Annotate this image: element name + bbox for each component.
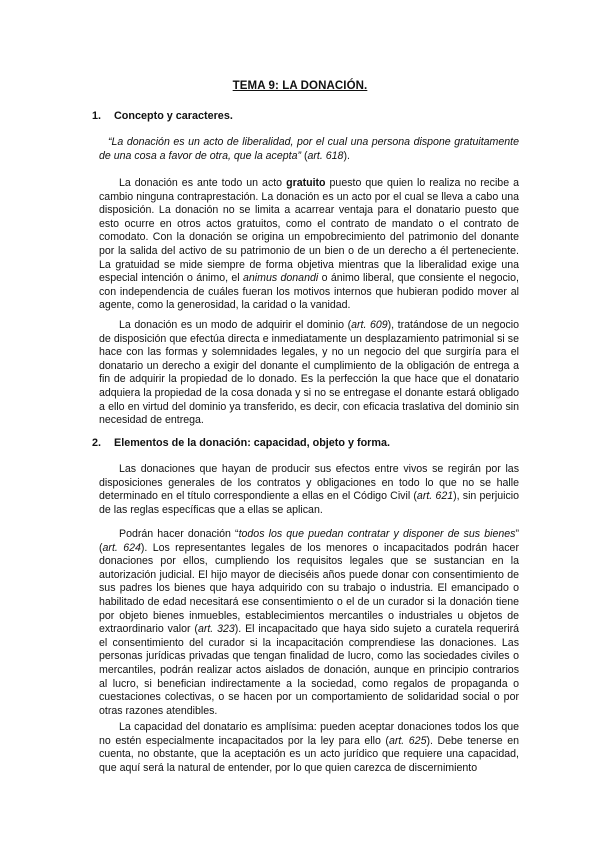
italic-term: animus donandi (243, 272, 319, 285)
paragraph-1 (99, 177, 519, 313)
paragraph-5 (99, 721, 519, 775)
text-run: Las donaciones que hayan de producir sus efectos entre vivos se regirán por las disposiciones generales de los contratos y obligaciones en todo lo que no se halle determinado en el título correspondiente a ellas en el Código Civil ( (99, 463, 519, 503)
text-run: puesto que quien lo realiza no recibe a cambio ninguna contraprestación. La donación es un acto por el cual se lleva a cabo una disposición. La donación no se limita a acarrear ventaja para el donatario puesto que esto ocurre en otros actos gratuitos, como el contrato de mandato o el contrato de comodato. Con la donación se origina un empobrecimiento del patrimonio del donante por la salida del activo de su patrimonio de un bien o de un derecho a él perteneciente. La gratuidad se mide siempre de forma objetiva mientras que la liberalidad exige una especial intención o ánimo, el (99, 177, 519, 285)
text-run: Podrán hacer donación “ (119, 528, 239, 540)
text-run: La capacidad del donatario es amplísima: pueden aceptar donaciones todos los que no estén especialmente incapacitados por la ley para ello ( (99, 721, 519, 747)
text-run: La donación es un modo de adquirir el dominio ( (119, 319, 352, 331)
text-run: ). El incapacitado que haya sido sujeto a curatela requerirá el consentimiento del curador si la incapacitación comprendiese las donaciones. Las personas jurídicas privadas que tengan finalidad de lucro, como las sociedades civiles o mercantiles, podrán realizar actos aislados de donación, aunque en principio contrarios al lucro, si benefician indirectamente a la sociedad, como regalos de propaganda o cuestaciones colectivas, o se hacen por un comportamiento de solidaridad social o por otras razones atendibles. (99, 623, 519, 717)
section-title: Concepto y caracteres. (114, 110, 233, 122)
document-title: TEMA 9: LA DONACIÓN. (232, 80, 368, 92)
definition-quote (99, 136, 519, 163)
section-number: 1. (92, 110, 102, 122)
text-run: ” ( (99, 528, 519, 554)
section-number: 2. (92, 437, 102, 449)
article-ref: art. 621 (416, 490, 454, 503)
paragraph-2 (99, 319, 519, 428)
text-run: ), sin perjuicio de las reglas específicas que a ellas se aplican. (99, 490, 519, 516)
article-ref: art. 609 (351, 319, 388, 331)
quote-text: “La donación es un acto de liberalidad, por el cual una persona dispone gratuitamente de una cosa a favor de otra, que la acepta” (99, 136, 519, 162)
paragraph-4 (99, 528, 519, 718)
quote-ref-open: ( (301, 149, 308, 162)
text-run: ), tratándose de un negocio de disposición que efectúa directa e inmediatamente un desplazamiento patrimonial si se hace con las formas y solemnidades legales, y no un negocio del que surgiría para el donatario un derecho a exigir del donante el cumplimiento de la obligación de entrega a fin de adquirir la propiedad de lo donado. Es la perfección la que hace que el donatario adquiera la propiedad de la cosa donada y si no se entregase el donante estará obligado a ello en virtud del dominio ya transferido, es decir, con eficacia traslativa del dominio sin necesidad de entrega. (99, 319, 520, 427)
bold-term: gratuito (286, 177, 326, 189)
article-ref: art. 625 (388, 734, 427, 747)
article-ref: art. 624 (102, 541, 141, 554)
section-heading-2 (92, 437, 390, 451)
paragraph-3 (99, 463, 519, 517)
section-heading-1 (92, 110, 233, 124)
quote-article-ref: art. 618 (307, 149, 344, 162)
text-run: La donación es ante todo un acto (119, 177, 287, 189)
italic-quote: todos los que puedan contratar y disponer de sus bienes (238, 528, 516, 540)
section-title: Elementos de la donación: capacidad, objeto y forma. (114, 437, 390, 449)
text-run: ). Los representantes legales de los menores o incapacitados podrán hacer donaciones por ellos, cumpliendo los requisitos legales que se sustancian en la autorización judicial. El hijo mayor de dieciséis años puede donar con consentimiento de sus padres los bienes que haya adquirido con su trabajo o industria. El emancipado o habilitado de edad necesitará ese consentimiento o el de un curador si la donación tiene por objeto bienes inmuebles, establecimientos mercantiles o industriales u objetos de extraordinario valor ( (99, 541, 519, 636)
text-run: ). Debe tenerse en cuenta, no obstante, que la aceptación es un acto jurídico que requiere una capacidad, que aquí será la natural de entender, por lo que quien carezca de discernimiento (99, 734, 519, 774)
article-ref: art. 323 (197, 623, 235, 636)
text-run: o ánimo liberal, que consiente el negocio, con independencia de cuáles fueran los motivos internos que hubieran podido mover al agente, como la generosidad, la caridad o la vanidad. (99, 272, 519, 312)
quote-ref-close: ). (343, 149, 350, 162)
